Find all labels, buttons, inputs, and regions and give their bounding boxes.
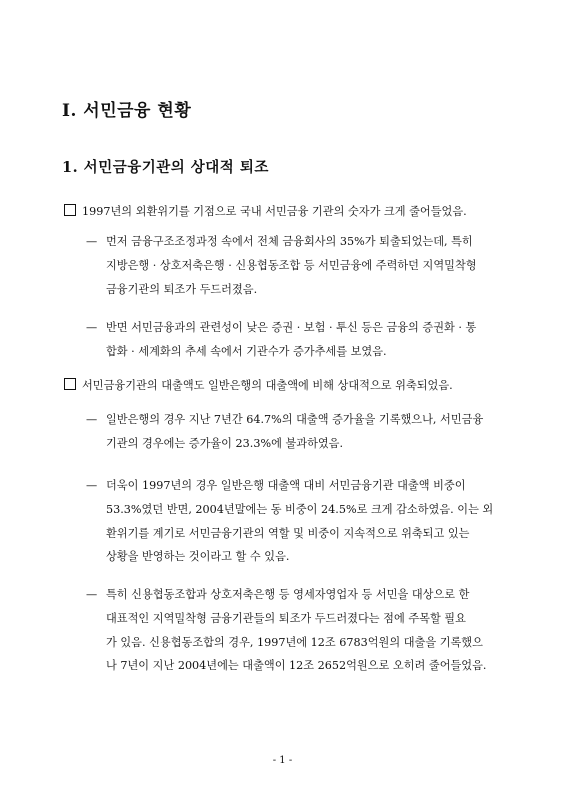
text-line: 53.3%였던 반면, 2004년말에는 동 비중이 24.5%로 크게 감소하였음. 이는 외 xyxy=(106,502,494,516)
checkbox-bullet-icon xyxy=(64,204,76,216)
bullet-paragraph-2 xyxy=(64,378,534,393)
text-line: 지방은행 · 상호저축은행 · 신용협동조합 등 서민금융에 주력하던 지역밀착형 xyxy=(106,258,477,272)
text-line: 기관의 경우에는 증가율이 23.3%에 불과하였음. xyxy=(106,436,344,450)
text-line: 금융기관의 퇴조가 두드러졌음. xyxy=(106,282,258,296)
text-line: 가 있음. 신용협동조합의 경우, 1997년에 12조 6783억원의 대출을 기록했으 xyxy=(106,635,483,649)
sub-paragraph-1 xyxy=(106,230,511,301)
sub-paragraph-2 xyxy=(106,316,511,364)
chapter-heading: I. 서민금융 현황 xyxy=(62,101,192,121)
sub-paragraph-4 xyxy=(106,474,511,569)
section-heading: 1. 서민금융기관의 상대적 퇴조 xyxy=(62,159,269,176)
text-line: 환위기를 계기로 서민금융기관의 역할 및 비중이 지속적으로 위축되고 있는 xyxy=(106,526,470,540)
dash-marker: — xyxy=(86,235,98,248)
sub-paragraph-3 xyxy=(106,408,511,456)
dash-marker: — xyxy=(86,479,98,492)
text-line: 대표적인 지역밀착형 금융기관들의 퇴조가 두드러졌다는 점에 주목할 필요 xyxy=(106,611,466,625)
text-line: 나 7년이 지난 2004년에는 대출액이 12조 2652억원으로 오히려 줄어들었음. xyxy=(106,659,487,673)
text-line: 합화 · 세계화의 추세 속에서 기관수가 증가추세를 보였음. xyxy=(106,344,387,358)
dash-marker: — xyxy=(86,588,98,601)
text-line: 특히 신용협동조합과 상호저축은행 등 영세자영업자 등 서민을 대상으로 한 xyxy=(106,588,470,601)
bullet-text: 1997년의 외환위기를 기점으로 국내 서민금융 기관의 숫자가 크게 줄어들었음. xyxy=(82,205,467,218)
text-line: 일반은행의 경우 지난 7년간 64.7%의 대출액 증가율을 기록했으나, 서민금융 xyxy=(106,413,484,426)
text-line: 반면 서민금융과의 관련성이 낮은 증권 · 보험 · 투신 등은 금융의 증권화 · 통 xyxy=(106,321,477,334)
text-line: 먼저 금융구조조정과정 속에서 전체 금융회사의 35%가 퇴출되었는데, 특히 xyxy=(106,235,473,248)
text-line: 상황을 반영하는 것이라고 할 수 있음. xyxy=(106,550,290,564)
dash-marker: — xyxy=(86,413,98,426)
bullet-text: 서민금융기관의 대출액도 일반은행의 대출액에 비해 상대적으로 위축되었음. xyxy=(82,379,453,392)
text-line: 더욱이 1997년의 경우 일반은행 대출액 대비 서민금융기관 대출액 비중이 xyxy=(106,479,466,492)
bullet-paragraph-1 xyxy=(64,204,534,219)
page-number: - 1 - xyxy=(272,755,293,766)
sub-paragraph-5 xyxy=(106,583,511,678)
checkbox-bullet-icon xyxy=(64,378,76,390)
dash-marker: — xyxy=(86,321,98,334)
